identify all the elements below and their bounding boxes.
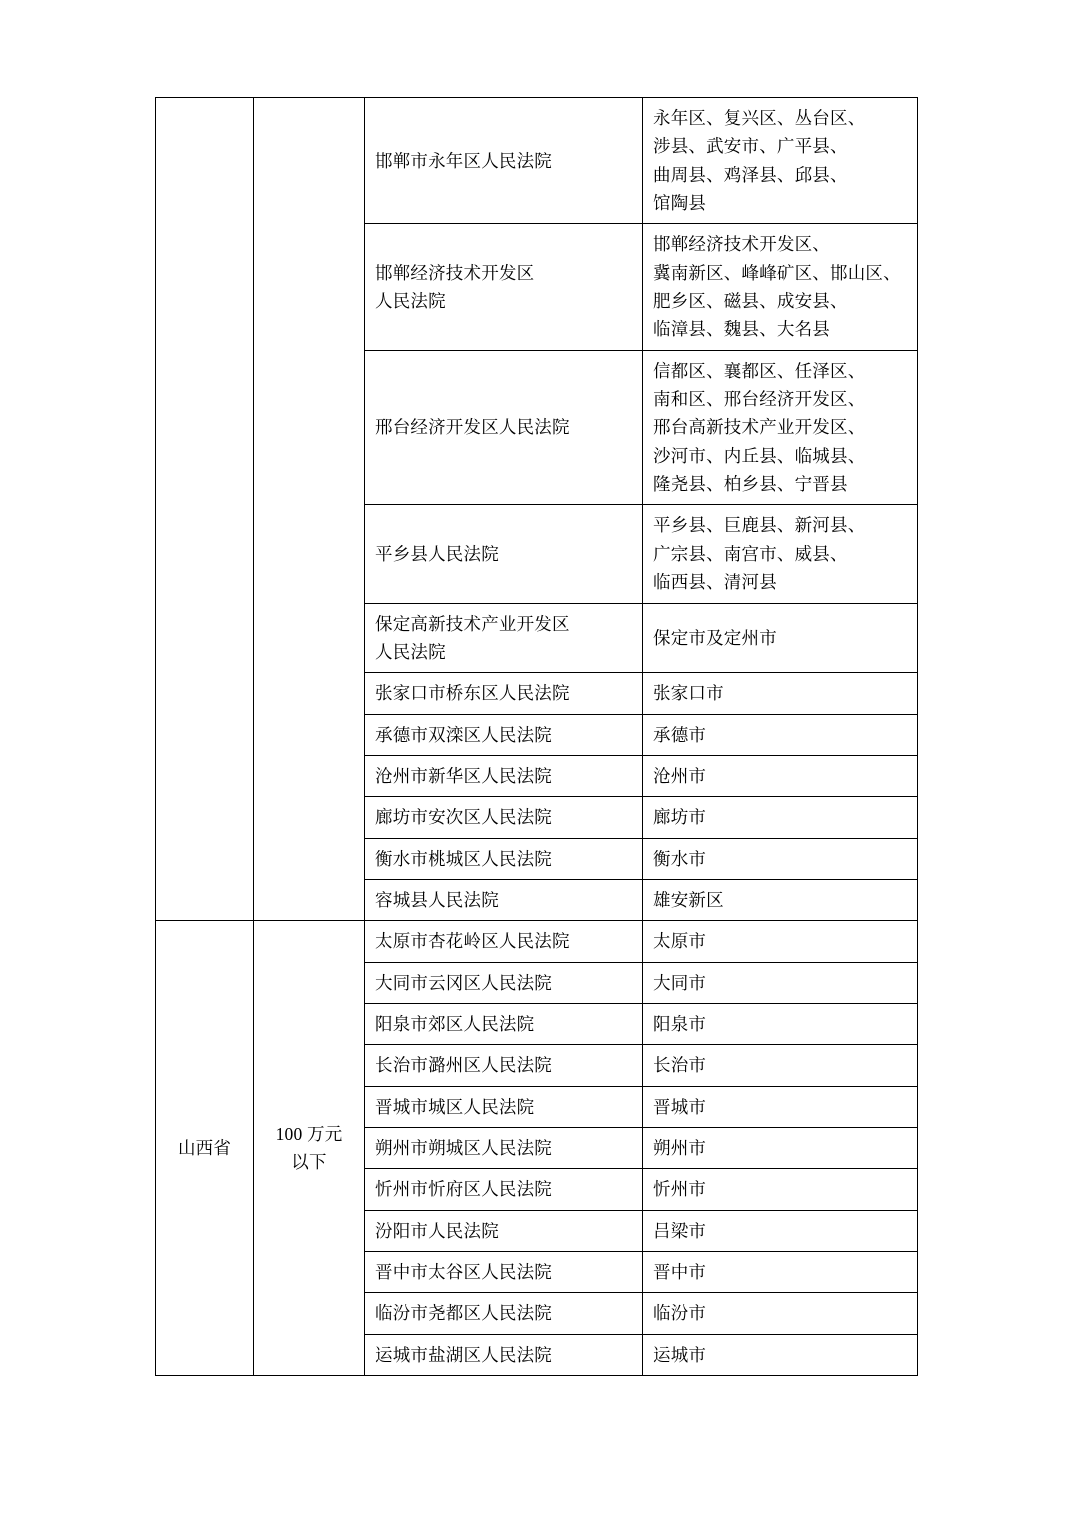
court-cell	[365, 1334, 643, 1375]
area-cell	[643, 1210, 918, 1251]
table-row	[156, 98, 918, 224]
area-line: 太原市	[653, 931, 707, 952]
court-name-line: 运城市盐湖区人民法院	[375, 1344, 552, 1365]
area-cell	[643, 1293, 918, 1334]
area-cell	[643, 350, 918, 505]
court-cell	[365, 673, 643, 714]
court-cell	[365, 879, 643, 920]
area-line: 阳泉市	[653, 1013, 707, 1034]
court-name-line: 晋城市城区人民法院	[375, 1096, 535, 1117]
court-name-line: 容城县人民法院	[375, 889, 499, 910]
court-cell	[365, 224, 643, 350]
court-name-line: 廊坊市安次区人民法院	[375, 807, 552, 828]
court-cell	[365, 1003, 643, 1044]
province-cell-continued	[156, 98, 254, 921]
table-body	[156, 98, 918, 1376]
area-line: 隆尧县、柏乡县、宁晋县	[653, 474, 848, 495]
amount-line: 100 万元	[275, 1123, 343, 1144]
court-name-line: 忻州市忻府区人民法院	[375, 1179, 552, 1200]
court-cell	[365, 1086, 643, 1127]
area-line: 南和区、邢台经济开发区、	[653, 389, 866, 410]
court-name-line: 大同市云冈区人民法院	[375, 972, 552, 993]
court-cell	[365, 350, 643, 505]
area-line: 长治市	[653, 1055, 707, 1076]
area-line: 运城市	[653, 1344, 707, 1365]
court-cell	[365, 714, 643, 755]
area-line: 冀南新区、峰峰矿区、邯山区、	[653, 262, 901, 283]
court-name-line: 邯郸经济技术开发区	[375, 262, 535, 283]
court-name-line: 沧州市新华区人民法院	[375, 765, 552, 786]
area-line: 曲周县、鸡泽县、邱县、	[653, 164, 848, 185]
area-line: 临汾市	[653, 1303, 707, 1324]
court-name-line: 邯郸市永年区人民法院	[375, 150, 552, 171]
area-cell	[643, 1252, 918, 1293]
area-line: 衡水市	[653, 848, 707, 869]
court-cell	[365, 603, 643, 673]
area-cell	[643, 603, 918, 673]
court-name-line: 汾阳市人民法院	[375, 1220, 499, 1241]
court-cell	[365, 1045, 643, 1086]
court-cell	[365, 1127, 643, 1168]
area-cell	[643, 1086, 918, 1127]
court-name-line: 临汾市尧都区人民法院	[375, 1303, 552, 1324]
court-name-line: 晋中市太谷区人民法院	[375, 1262, 552, 1282]
area-line: 承德市	[653, 724, 707, 745]
court-jurisdiction-table	[155, 97, 918, 1376]
area-cell	[643, 224, 918, 350]
court-name-line: 太原市杏花岭区人民法院	[375, 931, 570, 952]
area-line: 馆陶县	[653, 193, 707, 214]
area-line: 忻州市	[653, 1179, 707, 1200]
area-line: 廊坊市	[653, 807, 707, 828]
court-cell	[365, 1252, 643, 1293]
area-line: 吕梁市	[653, 1220, 707, 1241]
court-cell	[365, 1210, 643, 1251]
area-line: 涉县、武安市、广平县、	[653, 136, 848, 157]
court-name-line: 保定高新技术产业开发区	[375, 613, 570, 634]
area-line: 保定市及定州市	[653, 627, 777, 648]
area-cell	[643, 838, 918, 879]
area-line: 信都区、襄都区、任泽区、	[653, 360, 866, 381]
amount-cell-continued	[254, 98, 365, 921]
area-line: 平乡县、巨鹿县、新河县、	[653, 515, 866, 536]
court-name-line: 长治市潞州区人民法院	[375, 1055, 552, 1076]
court-name-line: 衡水市桃城区人民法院	[375, 848, 552, 869]
area-line: 沧州市	[653, 765, 707, 786]
area-line: 张家口市	[653, 683, 724, 704]
court-name-line: 人民法院	[375, 641, 446, 662]
court-cell	[365, 921, 643, 962]
area-cell	[643, 1003, 918, 1044]
area-line: 沙河市、内丘县、临城县、	[653, 445, 866, 466]
court-cell	[365, 1169, 643, 1210]
area-line: 邢台高新技术产业开发区、	[653, 417, 866, 438]
area-cell	[643, 879, 918, 920]
area-line: 晋中市	[653, 1262, 707, 1282]
court-cell	[365, 797, 643, 838]
area-cell	[643, 797, 918, 838]
area-cell	[643, 98, 918, 224]
area-cell	[643, 505, 918, 603]
province-cell-shanxi: 山西省	[156, 921, 254, 1376]
court-cell	[365, 962, 643, 1003]
area-cell	[643, 673, 918, 714]
court-jurisdiction-table-wrapper	[155, 97, 917, 1376]
area-line: 广宗县、南宫市、威县、	[653, 543, 848, 564]
amount-cell-shanxi	[254, 921, 365, 1376]
area-line: 临西县、清河县	[653, 572, 777, 593]
court-cell	[365, 755, 643, 796]
area-cell	[643, 1127, 918, 1168]
area-cell	[643, 714, 918, 755]
court-name-line: 承德市双滦区人民法院	[375, 724, 552, 745]
area-cell	[643, 1334, 918, 1375]
court-name-line: 朔州市朔城区人民法院	[375, 1137, 552, 1158]
area-line: 朔州市	[653, 1137, 707, 1158]
court-name-line: 人民法院	[375, 291, 446, 312]
court-name-line: 邢台经济开发区人民法院	[375, 417, 570, 438]
court-name-line: 平乡县人民法院	[375, 543, 499, 564]
amount-line: 以下	[291, 1152, 327, 1173]
court-cell	[365, 98, 643, 224]
area-cell	[643, 755, 918, 796]
area-line: 肥乡区、磁县、成安县、	[653, 291, 848, 312]
area-cell	[643, 1045, 918, 1086]
court-cell	[365, 505, 643, 603]
court-cell	[365, 838, 643, 879]
court-name-line: 张家口市桥东区人民法院	[375, 683, 570, 704]
area-line: 雄安新区	[653, 889, 724, 910]
area-line: 邯郸经济技术开发区、	[653, 234, 830, 255]
area-line: 晋城市	[653, 1096, 707, 1117]
area-line: 临漳县、魏县、大名县	[653, 319, 830, 340]
area-line: 大同市	[653, 972, 707, 993]
area-line: 永年区、复兴区、丛台区、	[653, 108, 866, 128]
area-cell	[643, 1169, 918, 1210]
area-cell	[643, 921, 918, 962]
court-cell	[365, 1293, 643, 1334]
table-row	[156, 921, 918, 962]
court-name-line: 阳泉市郊区人民法院	[375, 1013, 535, 1034]
area-cell	[643, 962, 918, 1003]
